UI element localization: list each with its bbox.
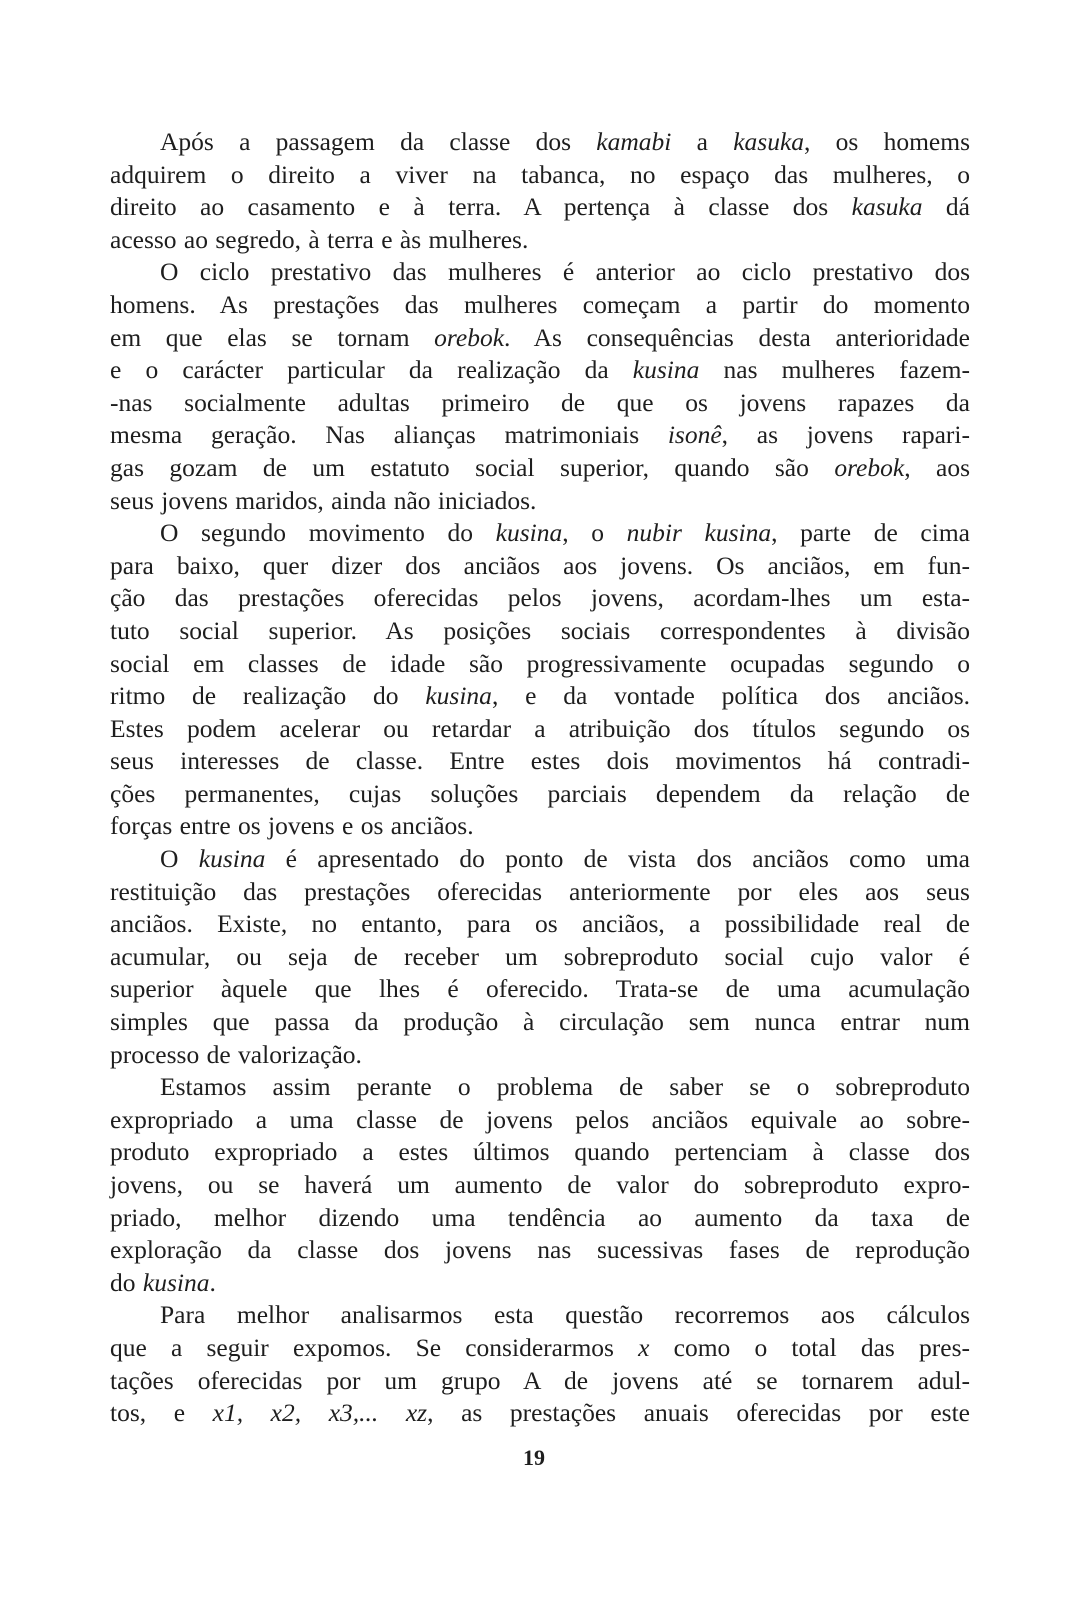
text-line	[110, 256, 970, 289]
text-line	[110, 550, 970, 583]
text-run: , parte de cima	[771, 518, 970, 548]
text-line	[110, 1299, 970, 1332]
text-run: tuto social superior. As posições sociais correspondentes à divisão	[110, 615, 970, 645]
text-run: seus jovens maridos, ainda não iniciados.	[110, 485, 537, 515]
italic-term: kusina	[142, 1267, 210, 1297]
text-line	[110, 1006, 970, 1039]
text-line	[110, 876, 970, 909]
text-run: jovens, ou se haverá um aumento de valor do sobreproduto expro-	[110, 1170, 970, 1199]
text-line	[110, 1397, 970, 1430]
text-run: gas gozam de um estatuto social superior, quando são	[110, 452, 835, 482]
text-run: e o carácter particular da realização da	[110, 355, 633, 385]
text-line	[110, 452, 970, 485]
italic-term: x1, x2, x3,... xz	[212, 1398, 428, 1428]
text-run: -nas socialmente adultas primeiro de que os jovens rapazes da	[110, 387, 970, 417]
text-line	[110, 1104, 970, 1137]
italic-term: x	[638, 1332, 650, 1362]
text-line	[110, 1202, 970, 1235]
text-run: ções permanentes, cujas soluções parciais dependem da relação de	[110, 778, 970, 808]
text-line	[110, 973, 970, 1006]
text-line	[110, 680, 970, 713]
text-run: homens. As prestações das mulheres começam a partir do momento	[110, 289, 970, 319]
text-run: Estes podem acelerar ou retardar a atribuição dos títulos segundo os	[110, 713, 970, 743]
text-run: produto expropriado a estes últimos quando pertenciam à classe dos	[110, 1137, 970, 1167]
text-line	[110, 387, 970, 420]
text-line	[110, 289, 970, 322]
text-line	[110, 322, 970, 355]
text-run: direito ao casamento e à terra. A pertença à classe dos	[110, 192, 852, 222]
text-run: ritmo de realização do	[110, 681, 426, 711]
text-line	[110, 354, 970, 387]
text-run: seus interesses de classe. Entre estes dois movimentos há contradi-	[110, 746, 970, 776]
text-line	[110, 126, 970, 159]
text-line	[110, 615, 970, 648]
text-line	[110, 843, 970, 876]
text-run: do	[110, 1267, 143, 1297]
italic-term: orebok	[434, 322, 505, 352]
text-run: . As consequências desta anterioridade	[504, 322, 970, 352]
text-run: adquirem o direito a viver na tabanca, no espaço das mulheres, o	[110, 159, 970, 189]
paragraph	[110, 843, 970, 1071]
text-run: Estamos assim perante o problema de saber se o sobreproduto	[160, 1072, 970, 1102]
paragraph	[110, 126, 970, 256]
text-run: .	[209, 1267, 216, 1297]
text-run: que a seguir expomos. Se considerarmos	[110, 1332, 639, 1362]
italic-term: kusina	[495, 518, 563, 548]
text-run: priado, melhor dizendo uma tendência ao aumento da taxa de	[110, 1202, 970, 1232]
text-run: Para melhor analisarmos esta questão recorremos aos cálculos	[160, 1300, 970, 1330]
text-run: tações oferecidas por um grupo A de jovens até se tornarem adul-	[110, 1365, 970, 1395]
text-line	[110, 648, 970, 681]
text-run: exploração da classe dos jovens nas sucessivas fases de reprodução	[110, 1235, 970, 1265]
text-run: a	[671, 127, 734, 156]
text-line	[110, 224, 970, 257]
text-run: , as prestações anuais oferecidas por este	[427, 1398, 971, 1428]
paragraph	[110, 256, 970, 517]
text-line	[110, 941, 970, 974]
text-run: O	[160, 844, 199, 874]
text-run: O segundo movimento do	[160, 518, 496, 548]
paragraph	[110, 1071, 970, 1299]
text-run: expropriado a uma classe de jovens pelos anciãos equivale ao sobre-	[110, 1104, 970, 1134]
italic-term: kusina	[632, 355, 700, 385]
text-run: tos, e	[110, 1398, 213, 1428]
text-run: , os homems	[804, 127, 971, 156]
italic-term: orebok	[834, 452, 905, 482]
text-run: acesso ao segredo, à terra e às mulheres.	[110, 224, 529, 254]
text-line	[110, 582, 970, 615]
text-run: como o total das pres-	[649, 1332, 970, 1362]
text-run: , o	[562, 518, 627, 548]
text-line	[110, 1071, 970, 1104]
text-line	[110, 485, 970, 518]
text-run: em que elas se tornam	[110, 322, 435, 352]
italic-term: kasuka	[851, 192, 923, 222]
paragraph	[110, 517, 970, 843]
text-line	[110, 1234, 970, 1267]
italic-term: kasuka	[733, 127, 805, 156]
text-line	[110, 517, 970, 550]
paragraph	[110, 1299, 970, 1429]
text-run: , e da vontade política dos anciãos.	[491, 681, 970, 711]
italic-term: kusina	[425, 681, 492, 711]
text-line	[110, 1267, 970, 1300]
text-run: dá	[922, 192, 970, 222]
text-run: mesma geração. Nas alianças matrimoniais	[110, 420, 668, 450]
italic-term: isonê	[667, 420, 722, 450]
text-run: para baixo, quer dizer dos anciãos aos jovens. Os anciãos, em fun-	[110, 550, 970, 580]
text-line	[110, 778, 970, 811]
text-run: simples que passa da produção à circulação sem nunca entrar num	[110, 1007, 970, 1037]
text-run: restituição das prestações oferecidas anteriormente por eles aos seus	[110, 876, 970, 906]
text-run: O ciclo prestativo das mulheres é anterior ao ciclo prestativo dos	[160, 257, 970, 287]
text-line	[110, 1169, 970, 1202]
text-line	[110, 810, 970, 843]
text-run: nas mulheres fazem-	[699, 355, 970, 385]
text-run: forças entre os jovens e os anciãos.	[110, 811, 474, 841]
text-line	[110, 1332, 970, 1365]
text-line	[110, 159, 970, 192]
text-run: é apresentado do ponto de vista dos anciãos como uma	[265, 844, 970, 874]
text-run: processo de valorização.	[110, 1039, 362, 1069]
italic-term: nubir kusina	[626, 518, 772, 548]
text-run: , as jovens rapari-	[721, 420, 970, 450]
text-line	[110, 419, 970, 452]
text-line	[110, 745, 970, 778]
text-run: ção das prestações oferecidas pelos jovens, acordam-lhes um esta-	[110, 583, 970, 613]
page-number: 19	[523, 1445, 545, 1470]
text-run: Após a passagem da classe dos	[160, 127, 597, 156]
italic-term: kamabi	[596, 127, 672, 156]
text-run: , aos	[904, 452, 970, 482]
body-text	[110, 126, 970, 1430]
text-line	[110, 1365, 970, 1398]
text-line	[110, 1136, 970, 1169]
text-run: acumular, ou seja de receber um sobreproduto social cujo valor é	[110, 941, 970, 971]
text-line	[110, 908, 970, 941]
text-line	[110, 713, 970, 746]
text-line	[110, 1039, 970, 1072]
text-run: social em classes de idade são progressivamente ocupadas segundo o	[110, 648, 970, 678]
italic-term: kusina	[198, 844, 266, 874]
text-run: superior àquele que lhes é oferecido. Trata-se de uma acumulação	[110, 974, 970, 1004]
text-run: anciãos. Existe, no entanto, para os anciãos, a possibilidade real de	[110, 909, 970, 939]
text-line	[110, 191, 970, 224]
